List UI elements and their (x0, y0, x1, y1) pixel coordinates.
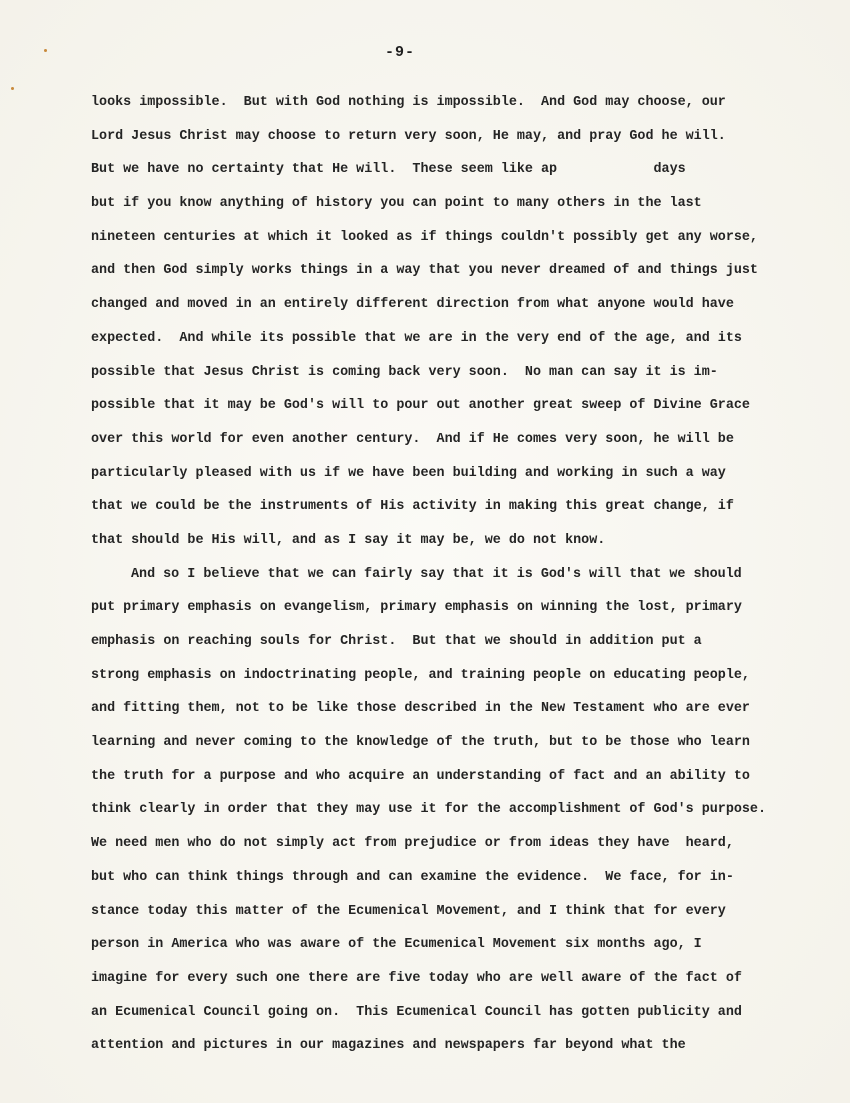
text-line: person in America who was aware of the Ecumenical Movement six months ago, I (91, 937, 702, 953)
text-line: over this world for even another century. And if He comes very soon, he will be (91, 431, 734, 447)
paragraph-first-line: And so I believe that we can fairly say that it is God's will that we should (131, 566, 742, 582)
text-line: think clearly in order that they may use it for the accomplishment of God's purpose. (91, 802, 766, 818)
text-line: that should be His will, and as I say it may be, we do not know. (91, 532, 606, 548)
text-line: the truth for a purpose and who acquire an understanding of fact and an ability to (91, 768, 750, 784)
text-line: learning and never coming to the knowledge of the truth, but to be those who learn (91, 735, 750, 751)
text-line: emphasis on reaching souls for Christ. But that we should in addition put a (91, 634, 702, 649)
text-line: nineteen centuries at which it looked as if things couldn't possibly get any worse, (91, 229, 758, 245)
text-line: Lord Jesus Christ may choose to return very soon, He may, and pray God he will. (91, 128, 726, 144)
paper-speck (11, 87, 14, 90)
text-line: attention and pictures in our magazines and newspapers far beyond what the (91, 1038, 686, 1054)
text-line: an Ecumenical Council going on. This Ecumenical Council has gotten publicity and (91, 1004, 742, 1020)
text-line: but who can think things through and can examine the evidence. We face, for in- (91, 869, 734, 885)
text-line: stance today this matter of the Ecumenical Movement, and I think that for every (91, 903, 726, 919)
text-line: and then God simply works things in a way that you never dreamed of and things just (91, 263, 758, 279)
page-number: -9- (384, 44, 415, 61)
text-line: We need men who do not simply act from prejudice or from ideas they have heard, (91, 836, 734, 852)
text-line: that we could be the instruments of His activity in making this great change, if (91, 499, 734, 515)
text-line: looks impossible. But with God nothing is impossible. And God may choose, our (91, 95, 726, 110)
text-line: but if you know anything of history you can point to many others in the last (91, 196, 702, 212)
text-line: But we have no certainty that He will. These seem like ap days (91, 162, 686, 178)
text-line: possible that it may be God's will to pour out another great sweep of Divine Grace (91, 398, 750, 414)
text-line: changed and moved in an entirely different direction from what anyone would have (91, 297, 734, 313)
text-line: particularly pleased with us if we have been building and working in such a way (91, 465, 726, 481)
text-line: expected. And while its possible that we are in the very end of the age, and its (91, 330, 742, 346)
text-line: put primary emphasis on evangelism, primary emphasis on winning the lost, primary (91, 600, 742, 616)
text-line: imagine for every such one there are five today who are well aware of the fact of (91, 970, 742, 986)
document-body (91, 86, 791, 1063)
text-line: and fitting them, not to be like those described in the New Testament who are ever (91, 701, 750, 717)
text-line: possible that Jesus Christ is coming back very soon. No man can say it is im- (91, 364, 718, 380)
text-line: strong emphasis on indoctrinating people, and training people on educating people, (91, 667, 750, 683)
